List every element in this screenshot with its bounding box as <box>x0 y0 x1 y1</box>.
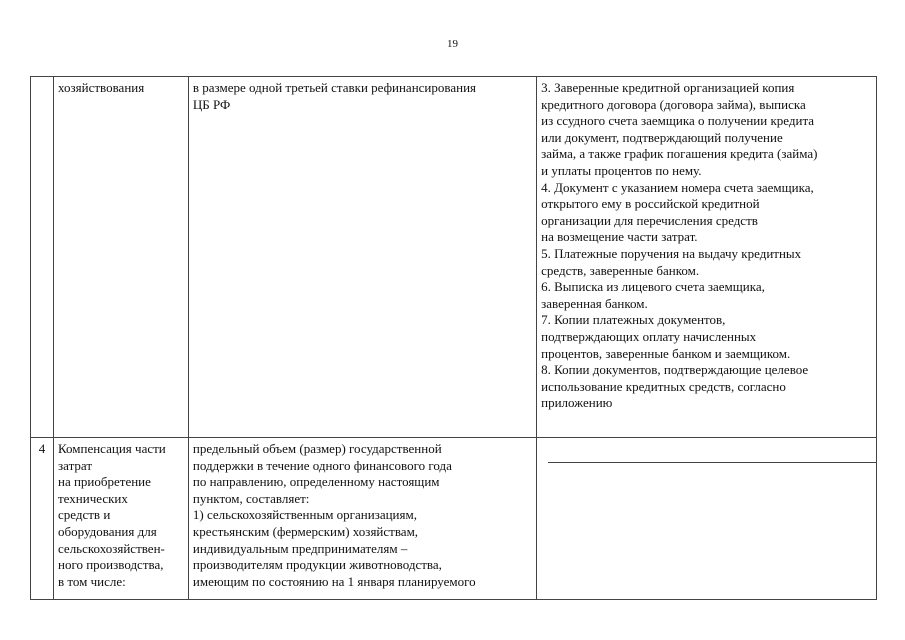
measure-name-line: Компенсация части <box>58 441 166 456</box>
condition-line: крестьянским (фермерским) хозяйствам, <box>192 523 419 539</box>
page-number: 19 <box>447 38 458 50</box>
document-line: приложению <box>541 395 613 411</box>
document-line: 5. Платежные поручения на выдачу кредитных <box>541 245 802 261</box>
table-row <box>31 77 877 438</box>
document-line: средств, заверенные банком. <box>541 262 700 278</box>
row-number-cell <box>31 438 54 600</box>
document-line: 4. Документ с указанием номера счета заемщика, <box>541 179 814 195</box>
document-line: из ссудного счета заемщика о получении кредита <box>541 113 815 129</box>
document-line: или документ, подтверждающий получение <box>541 129 783 145</box>
measure-name-line: хозяйствования <box>58 80 145 95</box>
condition-line: имеющим по состоянию на 1 января планируемого <box>192 573 476 589</box>
document-line: и уплаты процентов по нему. <box>541 162 702 178</box>
measure-name-line: на приобретение <box>58 474 151 490</box>
document-line: на возмещение части затрат. <box>541 229 698 245</box>
condition-line: ЦБ РФ <box>192 96 231 112</box>
condition-line: предельный объем (размер) государственной <box>192 441 442 456</box>
condition-line: 1) сельскохозяйственным организациям, <box>192 507 417 523</box>
condition-line: производителям продукции животноводства, <box>192 557 442 573</box>
support-condition-cell <box>188 77 536 438</box>
measure-name-line: средств и <box>58 507 111 523</box>
measure-name-cell <box>54 77 189 438</box>
subsidy-table <box>30 76 877 600</box>
document-line: открытого ему в российской кредитной <box>541 196 760 212</box>
condition-line: по направлению, определенному настоящим <box>192 474 440 490</box>
support-condition-cell <box>188 438 536 600</box>
document-line: использование кредитных средств, согласно <box>541 378 786 394</box>
document-line: заверенная банком. <box>541 295 648 311</box>
condition-line: пунктом, составляет: <box>192 490 310 506</box>
measure-name-line: в том числе: <box>58 573 126 589</box>
measure-name-line: ного производства, <box>58 557 164 573</box>
document-line: организации для перечисления средств <box>541 212 758 228</box>
condition-line: поддержки в течение одного финансового года <box>192 457 452 473</box>
document-line: 3. Заверенные кредитной организацией копия <box>541 80 795 95</box>
document-line: 6. Выписка из лицевого счета заемщика, <box>541 279 765 295</box>
measure-name-line: сельскохозяйствен- <box>58 540 165 556</box>
measure-name-line: оборудования для <box>58 523 157 539</box>
measure-name-cell <box>54 438 189 600</box>
measure-name-line: технических <box>58 490 128 506</box>
document-line: подтверждающих оплату начисленных <box>541 328 757 344</box>
document-line: процентов, заверенные банком и заемщиком. <box>541 345 791 361</box>
condition-line: индивидуальным предпринимателям – <box>192 540 408 556</box>
required-documents-cell <box>537 77 877 438</box>
row-number: 4 <box>38 441 46 456</box>
document-line: кредитного договора (договора займа), выписка <box>541 96 806 112</box>
document-line: займа, а также график погашения кредита (займа) <box>541 146 818 162</box>
cell-divider-line <box>548 462 877 463</box>
row-number-cell <box>31 77 54 438</box>
document-line: 7. Копии платежных документов, <box>541 312 726 328</box>
measure-name-line: затрат <box>58 457 93 473</box>
document-line: 8. Копии документов, подтверждающие целевое <box>541 362 809 378</box>
condition-line: в размере одной третьей ставки рефинансирования <box>192 80 477 95</box>
